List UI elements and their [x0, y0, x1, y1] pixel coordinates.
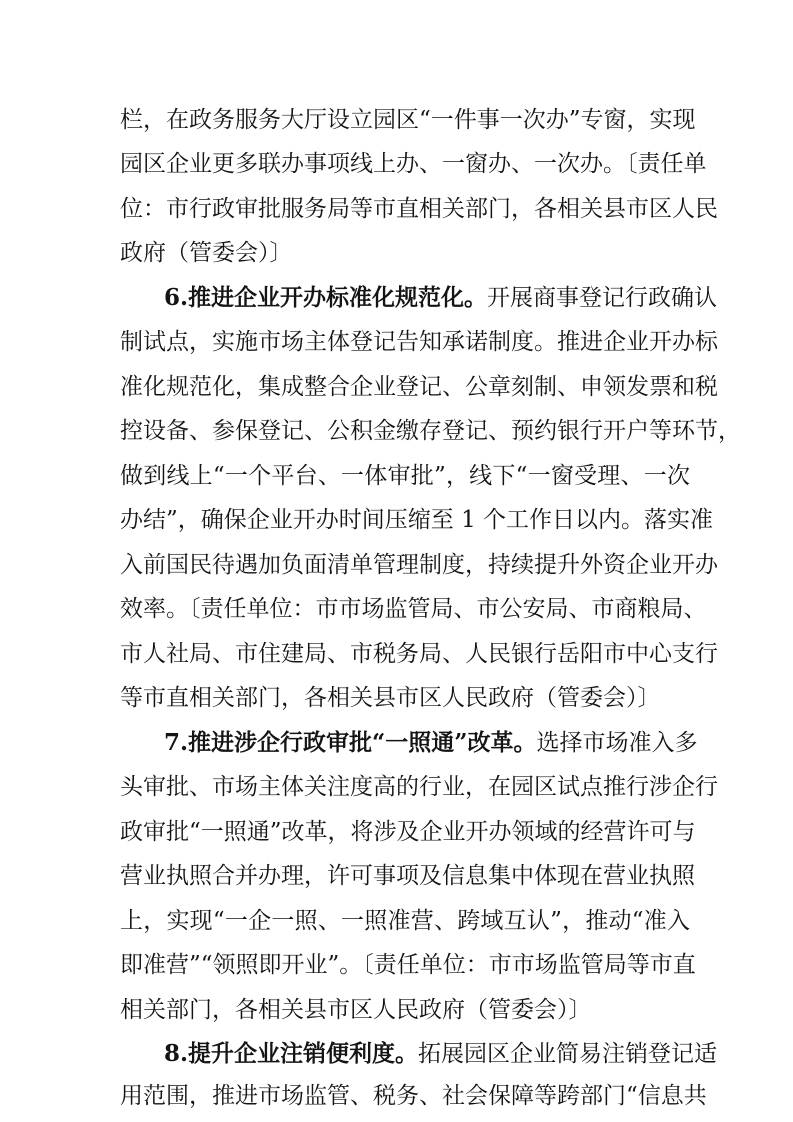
section-heading-line — [164, 278, 718, 318]
text-line — [120, 545, 718, 585]
line-text: 做到线上“一个平台、一体审批”，线下“一窗受理、一次 — [120, 463, 690, 489]
text-line — [120, 945, 696, 985]
section-heading-line — [164, 1034, 718, 1074]
line-text: 用范围，推进市场监管、税务、社会保障等跨部门“信息共 — [120, 1083, 707, 1109]
line-text: 入前国民待遇加负面清单管理制度，持续提升外资企业开办 — [120, 552, 718, 578]
line-text: 栏，在政务服务大厅设立园区“一件事一次办”专窗，实现 — [120, 107, 696, 133]
line-text: 相关部门，各相关县市区人民政府（管委会）〕 — [120, 997, 592, 1023]
text-line — [120, 411, 741, 451]
text-line — [120, 456, 690, 496]
section-heading: 8.提升企业注销便利度。 — [164, 1040, 419, 1067]
line-text: 控设备、参保登记、公积金缴存登记、预约银行开户等环节， — [120, 418, 741, 444]
line-text: 头审批、市场主体关注度高的行业，在园区试点推行涉企行 — [120, 774, 718, 800]
line-text: 政府（管委会）〕 — [120, 240, 293, 266]
line-text: 上，实现“一企一照、一照准营、跨域互认”，推动“准入 — [120, 908, 690, 934]
text-line — [120, 367, 718, 407]
text-line — [120, 144, 707, 184]
text-line — [120, 901, 690, 941]
line-text: 效率。〔责任单位：市市场监管局、市公安局、市商粮局、 — [120, 596, 707, 622]
section-heading-line — [164, 723, 698, 763]
line-text: 园区企业更多联办事项线上办、一窗办、一次办。〔责任单 — [120, 151, 707, 177]
line-text: 政审批“一照通”改革，将涉及企业开办领域的经营许可与 — [120, 819, 696, 845]
text-line — [120, 1076, 707, 1116]
text-line — [120, 100, 696, 140]
text-line — [120, 322, 718, 362]
text-line — [120, 634, 718, 674]
text-line — [120, 233, 690, 273]
text-line — [120, 589, 707, 629]
text-line — [120, 990, 690, 1030]
line-text: 制试点，实施市场主体登记告知承诺制度。推进企业开办标 — [120, 329, 718, 355]
text-line — [120, 500, 714, 540]
section-heading: 6.推进企业开办标准化规范化。 — [164, 284, 488, 311]
section-heading: 7.推进涉企行政审批“一照通”改革。 — [164, 729, 537, 756]
line-text: 市人社局、市住建局、市税务局、人民银行岳阳市中心支行 — [120, 641, 718, 667]
text-line — [120, 189, 718, 229]
text-line — [120, 812, 696, 852]
text-line — [120, 678, 690, 718]
line-text: 选择市场准入多 — [536, 730, 698, 756]
line-text: 即准营”“领照即开业”。〔责任单位：市市场监管局等市直 — [120, 952, 696, 978]
line-text: 办结”，确保企业开办时间压缩至 1 个工作日以内。落实准 — [120, 507, 714, 533]
line-text: 位：市行政审批服务局等市直相关部门，各相关县市区人民 — [120, 196, 718, 222]
line-text: 拓展园区企业简易注销登记适 — [418, 1041, 718, 1067]
line-text: 准化规范化，集成整合企业登记、公章刻制、申领发票和税 — [120, 374, 718, 400]
line-text: 开展商事登记行政确认 — [487, 285, 718, 311]
line-text: 等市直相关部门，各相关县市区人民政府（管委会）〕 — [120, 685, 661, 711]
text-line — [120, 767, 718, 807]
text-line — [120, 856, 695, 896]
line-text: 营业执照合并办理，许可事项及信息集中体现在营业执照 — [120, 863, 695, 889]
